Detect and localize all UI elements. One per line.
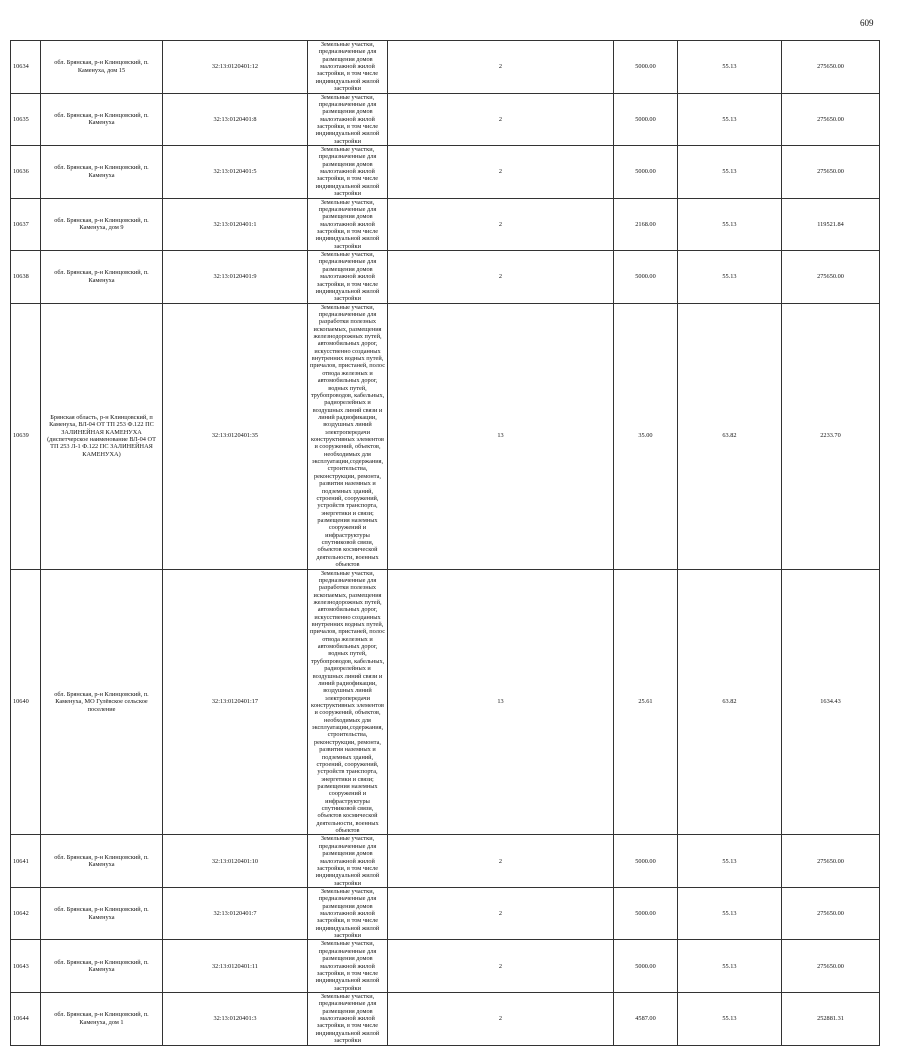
address-cell: обл. Брянская, р-н Клинцовский, п. Каменуха, дом 1 [41, 993, 163, 1046]
rate-cell: 63.82 [678, 569, 782, 835]
cadastral-number-cell: 32:13:0120401:9 [163, 251, 308, 304]
area-cell: 25.61 [614, 569, 678, 835]
land-use-cell: Земельные участки, предназначенные для разработки полезных ископаемых, размещения железнодорожных путей, автомобильных дорог, искусственно созданных внутренних водных путей, причалов, пристаней, полос отвода железных и автомобильных дорог, водных путей, трубопроводов, кабельных, радиорелейных и воздушных линий связи и линий радиофикации, воздушных линий электропередачи конструктивных элементов и сооружений, объектов, необходимых для эксплуатации,содержания, строительства, реконструкции, ремонта, развития наземных и подземных зданий, строений, сооружений, устройств транспорта, энергетики и связи; размещения наземных сооружений и инфраструктуры спутниковой связи, объектов космической деятельности, военных объектов [308, 569, 388, 835]
row-number: 10635 [11, 93, 41, 146]
table-row [11, 41, 880, 94]
address-cell: обл. Брянская, р-н Клинцовский, п. Каменуха [41, 887, 163, 940]
cadastral-value-cell: 275650.00 [782, 146, 880, 199]
area-cell: 5000.00 [614, 146, 678, 199]
table-row [11, 146, 880, 199]
area-cell: 5000.00 [614, 887, 678, 940]
land-use-cell: Земельные участки, предназначенные для размещения домов малоэтажной жилой застройки, в том числе индивидуальной жилой застройки [308, 93, 388, 146]
address-cell: обл. Брянская, р-н Клинцовский, п. Каменуха [41, 940, 163, 993]
land-use-cell: Земельные участки, предназначенные для размещения домов малоэтажной жилой застройки, в том числе индивидуальной жилой застройки [308, 41, 388, 94]
row-number: 10637 [11, 198, 41, 251]
rate-cell: 55.13 [678, 940, 782, 993]
row-number: 10641 [11, 835, 41, 888]
use-code-cell: 2 [388, 146, 614, 199]
use-code-cell: 2 [388, 835, 614, 888]
table-row [11, 198, 880, 251]
row-number: 10640 [11, 569, 41, 835]
cadastral-number-cell: 32:13:0120401:35 [163, 303, 308, 569]
use-code-cell: 13 [388, 569, 614, 835]
address-cell: обл. Брянская, р-н Клинцовский, п. Каменуха [41, 835, 163, 888]
address-cell: обл. Брянская, р-н Клинцовский, п. Каменуха [41, 251, 163, 304]
rate-cell: 63.82 [678, 303, 782, 569]
rate-cell: 55.13 [678, 993, 782, 1046]
cadastral-number-cell: 32:13:0120401:11 [163, 940, 308, 993]
row-number: 10634 [11, 41, 41, 94]
table-row [11, 303, 880, 569]
cadastral-number-cell: 32:13:0120401:17 [163, 569, 308, 835]
area-cell: 35.00 [614, 303, 678, 569]
table-row [11, 93, 880, 146]
cadastral-number-cell: 32:13:0120401:5 [163, 146, 308, 199]
table-row [11, 887, 880, 940]
use-code-cell: 2 [388, 887, 614, 940]
rate-cell: 55.13 [678, 93, 782, 146]
cadastral-number-cell: 32:13:0120401:8 [163, 93, 308, 146]
address-cell: обл. Брянская, р-н Клинцовский, п. Каменуха, МО Гулёвское сельское поселение [41, 569, 163, 835]
row-number: 10642 [11, 887, 41, 940]
use-code-cell: 2 [388, 93, 614, 146]
cadastral-value-cell: 275650.00 [782, 93, 880, 146]
area-cell: 5000.00 [614, 251, 678, 304]
address-cell: Брянская область, р-н Клинцовский, п Каменуха, ВЛ-04 ОТ ТП 253 Ф.122 ПС ЗАЛИНЕЙНАЯ КАМЕНУХА (диспетчерское наименование ВЛ-04 ОТ ТП 253 Л-1 Ф.122 ПС ЗАЛИНЕЙНАЯ КАМЕНУХА) [41, 303, 163, 569]
rate-cell: 55.13 [678, 835, 782, 888]
row-number: 10644 [11, 993, 41, 1046]
cadastral-value-cell: 252881.31 [782, 993, 880, 1046]
area-cell: 4587.00 [614, 993, 678, 1046]
table-row [11, 835, 880, 888]
rate-cell: 55.13 [678, 251, 782, 304]
cadastral-value-cell: 2233.70 [782, 303, 880, 569]
land-use-cell: Земельные участки, предназначенные для размещения домов малоэтажной жилой застройки, в том числе индивидуальной жилой застройки [308, 146, 388, 199]
land-use-cell: Земельные участки, предназначенные для размещения домов малоэтажной жилой застройки, в том числе индивидуальной жилой застройки [308, 251, 388, 304]
cadastral-number-cell: 32:13:0120401:10 [163, 835, 308, 888]
use-code-cell: 13 [388, 303, 614, 569]
use-code-cell: 2 [388, 198, 614, 251]
cadastral-value-cell: 275650.00 [782, 251, 880, 304]
cadastral-number-cell: 32:13:0120401:7 [163, 887, 308, 940]
row-number: 10636 [11, 146, 41, 199]
cadastral-value-cell: 275650.00 [782, 940, 880, 993]
use-code-cell: 2 [388, 993, 614, 1046]
use-code-cell: 2 [388, 940, 614, 993]
cadastral-value-cell: 275650.00 [782, 41, 880, 94]
area-cell: 5000.00 [614, 940, 678, 993]
area-cell: 5000.00 [614, 835, 678, 888]
address-cell: обл. Брянская, р-н Клинцовский, п. Каменуха [41, 93, 163, 146]
cadastral-value-cell: 275650.00 [782, 887, 880, 940]
land-use-cell: Земельные участки, предназначенные для разработки полезных ископаемых, размещения железнодорожных путей, автомобильных дорог, искусственно созданных внутренних водных путей, причалов, пристаней, полос отвода железных и автомобильных дорог, водных путей, трубопроводов, кабельных, радиорелейных и воздушных линий связи и линий радиофикации, воздушных линий электропередачи конструктивных элементов и сооружений, объектов, необходимых для эксплуатации,содержания, строительства, реконструкции, ремонта, развития наземных и подземных зданий, строений, сооружений, устройств транспорта, энергетики и связи; размещения наземных сооружений и инфраструктуры спутниковой связи, объектов космической деятельности, военных объектов [308, 303, 388, 569]
cadastral-number-cell: 32:13:0120401:3 [163, 993, 308, 1046]
rate-cell: 55.13 [678, 198, 782, 251]
cadastral-number-cell: 32:13:0120401:1 [163, 198, 308, 251]
table-row [11, 993, 880, 1046]
area-cell: 5000.00 [614, 41, 678, 94]
area-cell: 5000.00 [614, 93, 678, 146]
address-cell: обл. Брянская, р-н Клинцовский, п. Каменуха [41, 146, 163, 199]
row-number: 10643 [11, 940, 41, 993]
land-use-cell: Земельные участки, предназначенные для размещения домов малоэтажной жилой застройки, в том числе индивидуальной жилой застройки [308, 887, 388, 940]
address-cell: обл. Брянская, р-н Клинцовский, п. Каменуха, дом 9 [41, 198, 163, 251]
registry-body [11, 41, 880, 1046]
area-cell: 2168.00 [614, 198, 678, 251]
rate-cell: 55.13 [678, 146, 782, 199]
land-use-cell: Земельные участки, предназначенные для размещения домов малоэтажной жилой застройки, в том числе индивидуальной жилой застройки [308, 198, 388, 251]
use-code-cell: 2 [388, 41, 614, 94]
table-row [11, 251, 880, 304]
cadastral-value-cell: 1634.43 [782, 569, 880, 835]
row-number: 10639 [11, 303, 41, 569]
address-cell: обл. Брянская, р-н Клинцовский, п. Каменуха, дом 15 [41, 41, 163, 94]
cadastral-registry-table [10, 40, 880, 1046]
rate-cell: 55.13 [678, 41, 782, 94]
land-use-cell: Земельные участки, предназначенные для размещения домов малоэтажной жилой застройки, в том числе индивидуальной жилой застройки [308, 835, 388, 888]
cadastral-value-cell: 119521.84 [782, 198, 880, 251]
land-use-cell: Земельные участки, предназначенные для размещения домов малоэтажной жилой застройки, в том числе индивидуальной жилой застройки [308, 940, 388, 993]
table-row [11, 569, 880, 835]
rate-cell: 55.13 [678, 887, 782, 940]
use-code-cell: 2 [388, 251, 614, 304]
cadastral-value-cell: 275650.00 [782, 835, 880, 888]
page-number: 609 [860, 18, 874, 28]
row-number: 10638 [11, 251, 41, 304]
table-row [11, 940, 880, 993]
land-use-cell: Земельные участки, предназначенные для размещения домов малоэтажной жилой застройки, в том числе индивидуальной жилой застройки [308, 993, 388, 1046]
cadastral-number-cell: 32:13:0120401:12 [163, 41, 308, 94]
